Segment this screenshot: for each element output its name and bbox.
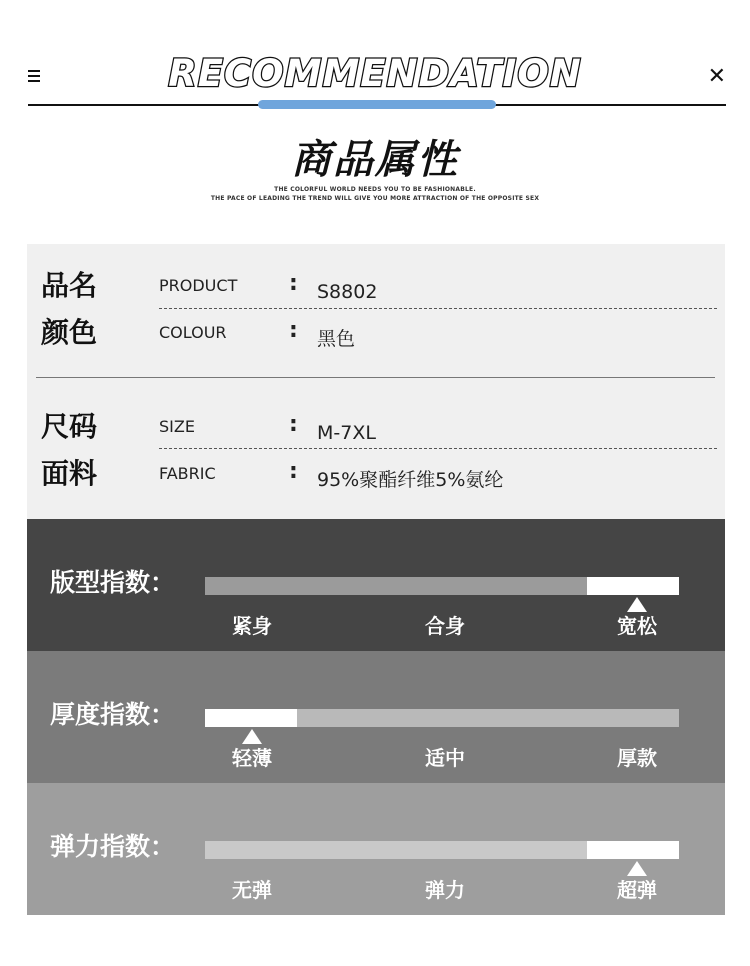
- elasticity-index-section: [27, 783, 725, 915]
- pointer-triangle-icon: [627, 861, 647, 876]
- page-title: 商品属性: [291, 137, 459, 183]
- attribute-row-size: [27, 407, 725, 447]
- attribute-value: M-7XL: [317, 422, 376, 444]
- dashed-divider: [159, 308, 717, 309]
- attribute-name-en: FABRIC: [159, 464, 216, 483]
- attribute-colon: :: [289, 412, 298, 437]
- attribute-row-fabric: [27, 454, 725, 494]
- scale-label-middle: 弹力: [425, 878, 465, 902]
- attribute-name-cn: 面料: [41, 457, 98, 490]
- index-label: 厚度指数：: [50, 700, 176, 729]
- index-bar-highlight: [205, 709, 297, 727]
- recommendation-title: RECOMMENDATION: [168, 52, 582, 95]
- header-accent-bar: [258, 100, 496, 109]
- attribute-colon: :: [289, 318, 298, 343]
- index-label: 版型指数：: [50, 568, 176, 597]
- dashed-divider: [159, 448, 717, 449]
- index-bar: [205, 709, 679, 727]
- scale-label-right: 厚款: [617, 746, 657, 770]
- attribute-name-en: PRODUCT: [159, 276, 238, 295]
- attribute-name-cn: 尺码: [41, 410, 98, 443]
- attribute-table: [27, 244, 725, 519]
- index-bar: [205, 841, 679, 859]
- attribute-row-colour: [27, 313, 725, 353]
- scale-label-right: 宽松: [617, 614, 657, 638]
- attribute-name-en: SIZE: [159, 417, 195, 436]
- attribute-row-product: [27, 266, 725, 306]
- attribute-value: 95%聚酯纤维5%氨纶: [317, 469, 504, 491]
- thickness-index-section: [27, 651, 725, 783]
- index-bar: [205, 577, 679, 595]
- pointer-triangle-icon: [242, 729, 262, 744]
- scale-label-left: 轻薄: [232, 746, 272, 770]
- attribute-value: S8802: [317, 281, 378, 303]
- index-label: 弹力指数：: [50, 832, 176, 861]
- attribute-name-cn: 品名: [41, 269, 98, 302]
- attribute-colon: :: [289, 459, 298, 484]
- scale-label-right: 超弹: [617, 878, 657, 902]
- scale-label-left: 紧身: [232, 614, 272, 638]
- index-bar-highlight: [587, 841, 679, 859]
- attribute-name-en: COLOUR: [159, 323, 227, 342]
- attribute-colon: :: [289, 271, 298, 296]
- group-divider: [36, 377, 715, 378]
- scale-label-left: 无弹: [232, 878, 272, 902]
- fit-index-section: [27, 519, 725, 651]
- index-bar-highlight: [587, 577, 679, 595]
- scale-label-middle: 适中: [425, 746, 465, 770]
- pointer-triangle-icon: [627, 597, 647, 612]
- subtitle-line-1: THE COLORFUL WORLD NEEDS YOU TO BE FASHIONABLE.: [274, 186, 476, 193]
- close-icon[interactable]: ✕: [707, 64, 726, 89]
- attribute-value: 黑色: [317, 328, 356, 350]
- attribute-name-cn: 颜色: [41, 316, 98, 349]
- subtitle-line-2: THE PACE OF LEADING THE TREND WILL GIVE YOU MORE ATTRACTION OF THE OPPOSITE SEX: [210, 195, 540, 202]
- scale-label-middle: 合身: [425, 614, 465, 638]
